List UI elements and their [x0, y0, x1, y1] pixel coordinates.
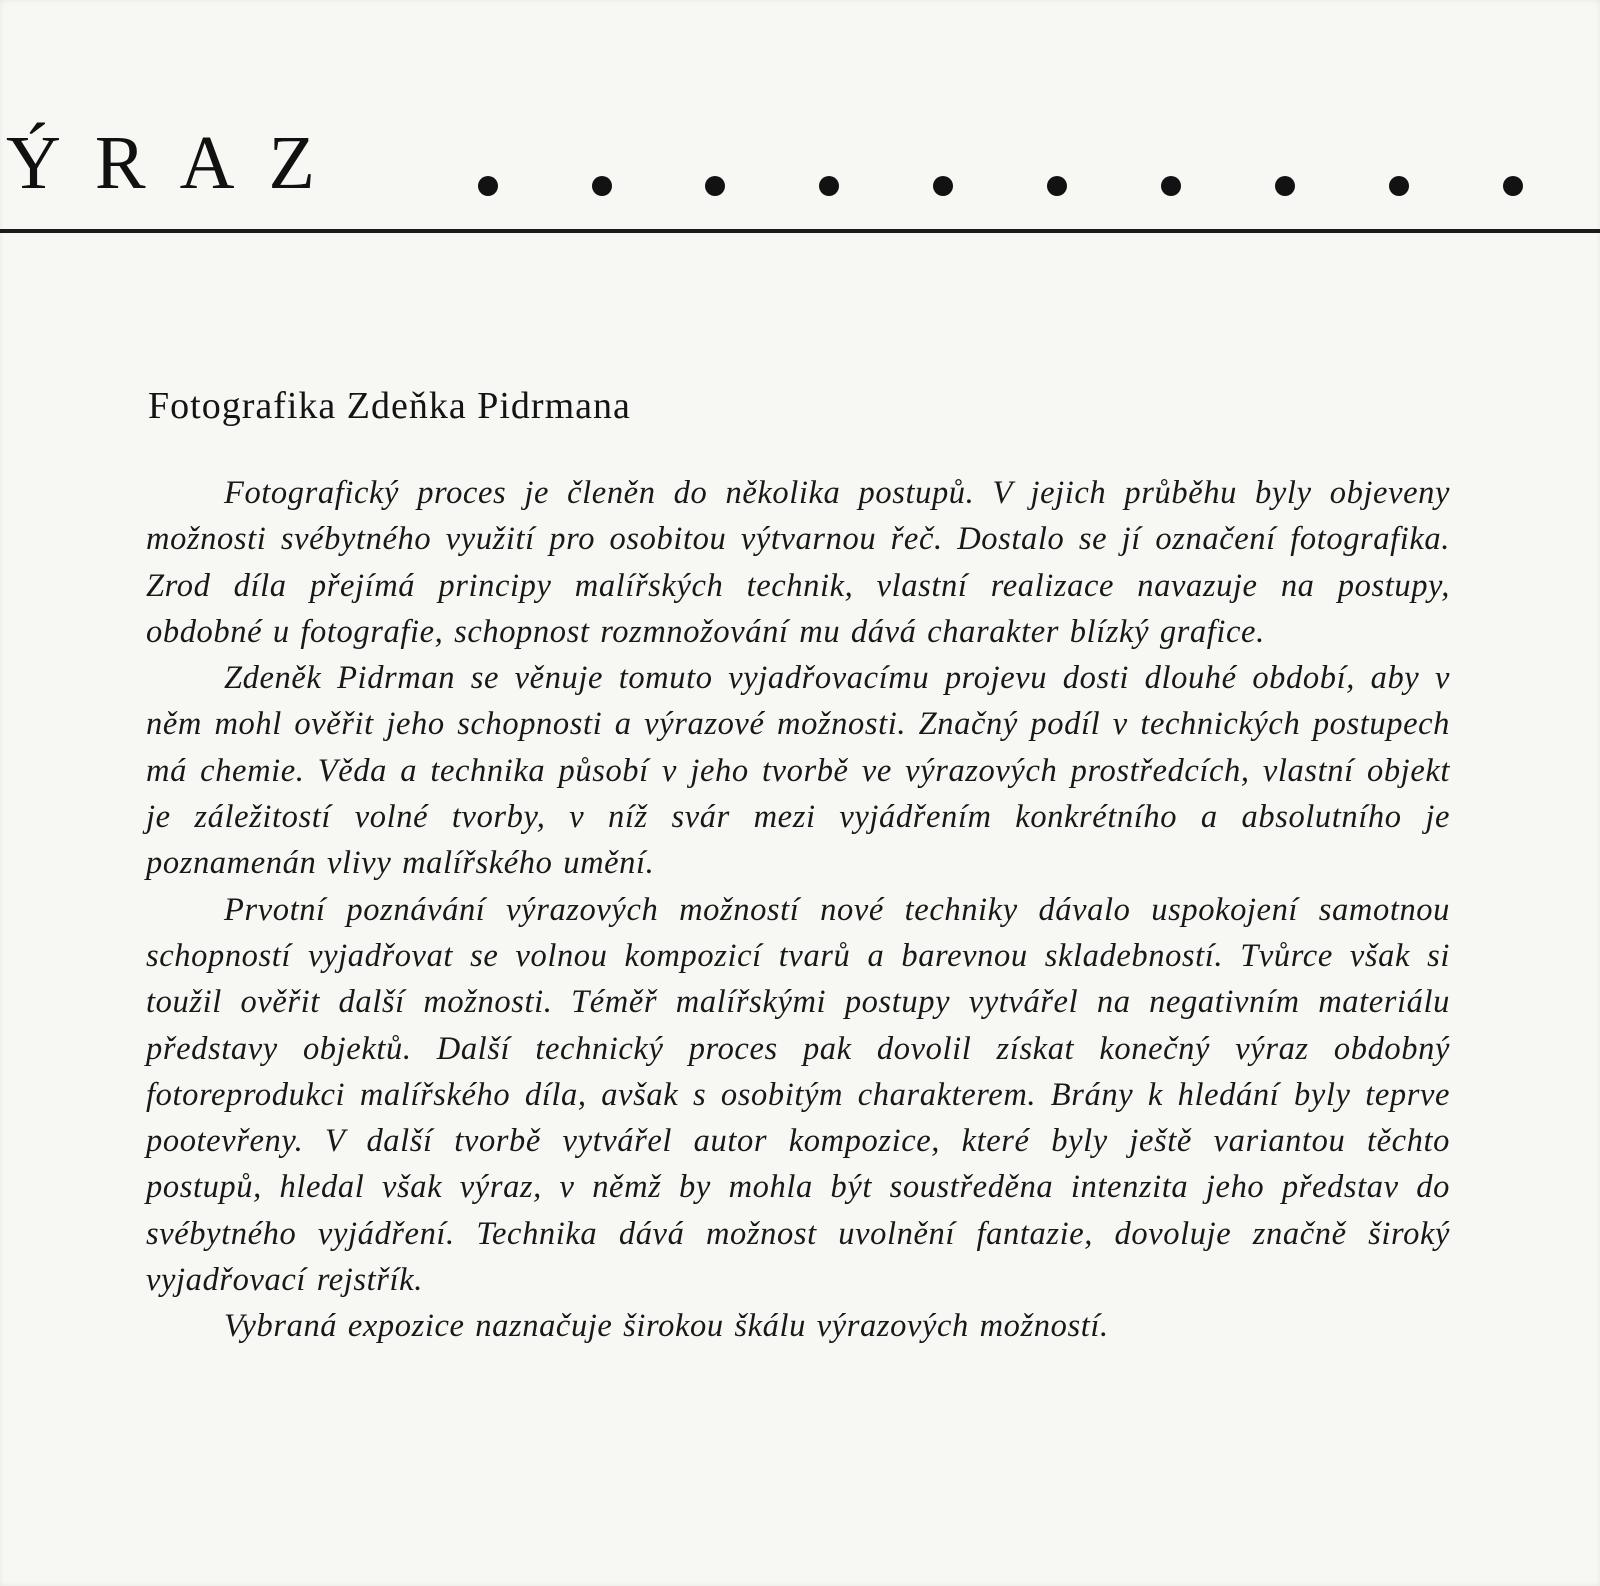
- leader-dot: [1275, 176, 1295, 196]
- leader-dot: [1161, 176, 1181, 196]
- header-rule: [0, 229, 1600, 233]
- paragraph: Fotografický proces je členěn do několika postupů. V jejich průběhu byly objeveny možnosti svébytného využití pro osobitou výtvarnou řeč. Dostalo se jí označení fotografika. Zrod díla přejímá principy malířských technik, vlastní realizace navazuje na postupy, obdobné u fotografie, schopnost rozmnožování mu dává charakter blízký grafice.: [146, 475, 1450, 650]
- paragraph: Vybraná expozice naznačuje širokou škálu výrazových možností.: [224, 1308, 1109, 1345]
- header-band: [0, 118, 1600, 208]
- leader-dot: [819, 176, 839, 196]
- article-title: Fotografika Zdeňka Pidrmana: [148, 385, 631, 427]
- leader-dot: [705, 176, 725, 196]
- dot-leader: [0, 118, 1600, 208]
- leader-dot: [1047, 176, 1067, 196]
- paragraph: Prvotní poznávání výrazových možností nové techniky dávalo uspokojení samotnou schopností vyjadřovat se volnou kompozicí tvarů a barevnou skladebností. Tvůrce však si toužil ověřit další možnosti. Téměř malířskými postupy vytvářel na negativním materiálu představy objektů. Další technický proces pak dovolil získat konečný výraz obdobný fotoreprodukci malířského díla, avšak s osobitým charakterem. Brány k hledání byly teprve pootevřeny. V další tvorbě vytvářel autor kompozice, které byly ještě variantou těchto postupů, hledal však výraz, v němž by mohla být soustředěna intenzita jeho představ do svébytného vyjádření. Technika dává možnost uvolnění fantazie, dovoluje značně široký vyjadřovací rejstřík.: [146, 891, 1450, 1299]
- leader-dot: [933, 176, 953, 196]
- article-body: [146, 470, 1450, 1350]
- leader-dot: [478, 176, 498, 196]
- leader-dot: [1503, 176, 1523, 196]
- leader-dot: [592, 176, 612, 196]
- section-title: ÝRAZ: [6, 121, 349, 205]
- leader-dot: [1389, 176, 1409, 196]
- paragraph: Zdeněk Pidrman se věnuje tomuto vyjadřovacímu projevu dosti dlouhé období, aby v něm mohl ověřit jeho schopnosti a výrazové možnosti. Značný podíl v technických postupech má chemie. Věda a technika působí v jeho tvorbě ve výrazových prostředcích, vlastní objekt je záležitostí volné tvorby, v níž svár mezi vyjádřením konkrétního a absolutního je poznamenán vlivy malířského umění.: [146, 660, 1450, 882]
